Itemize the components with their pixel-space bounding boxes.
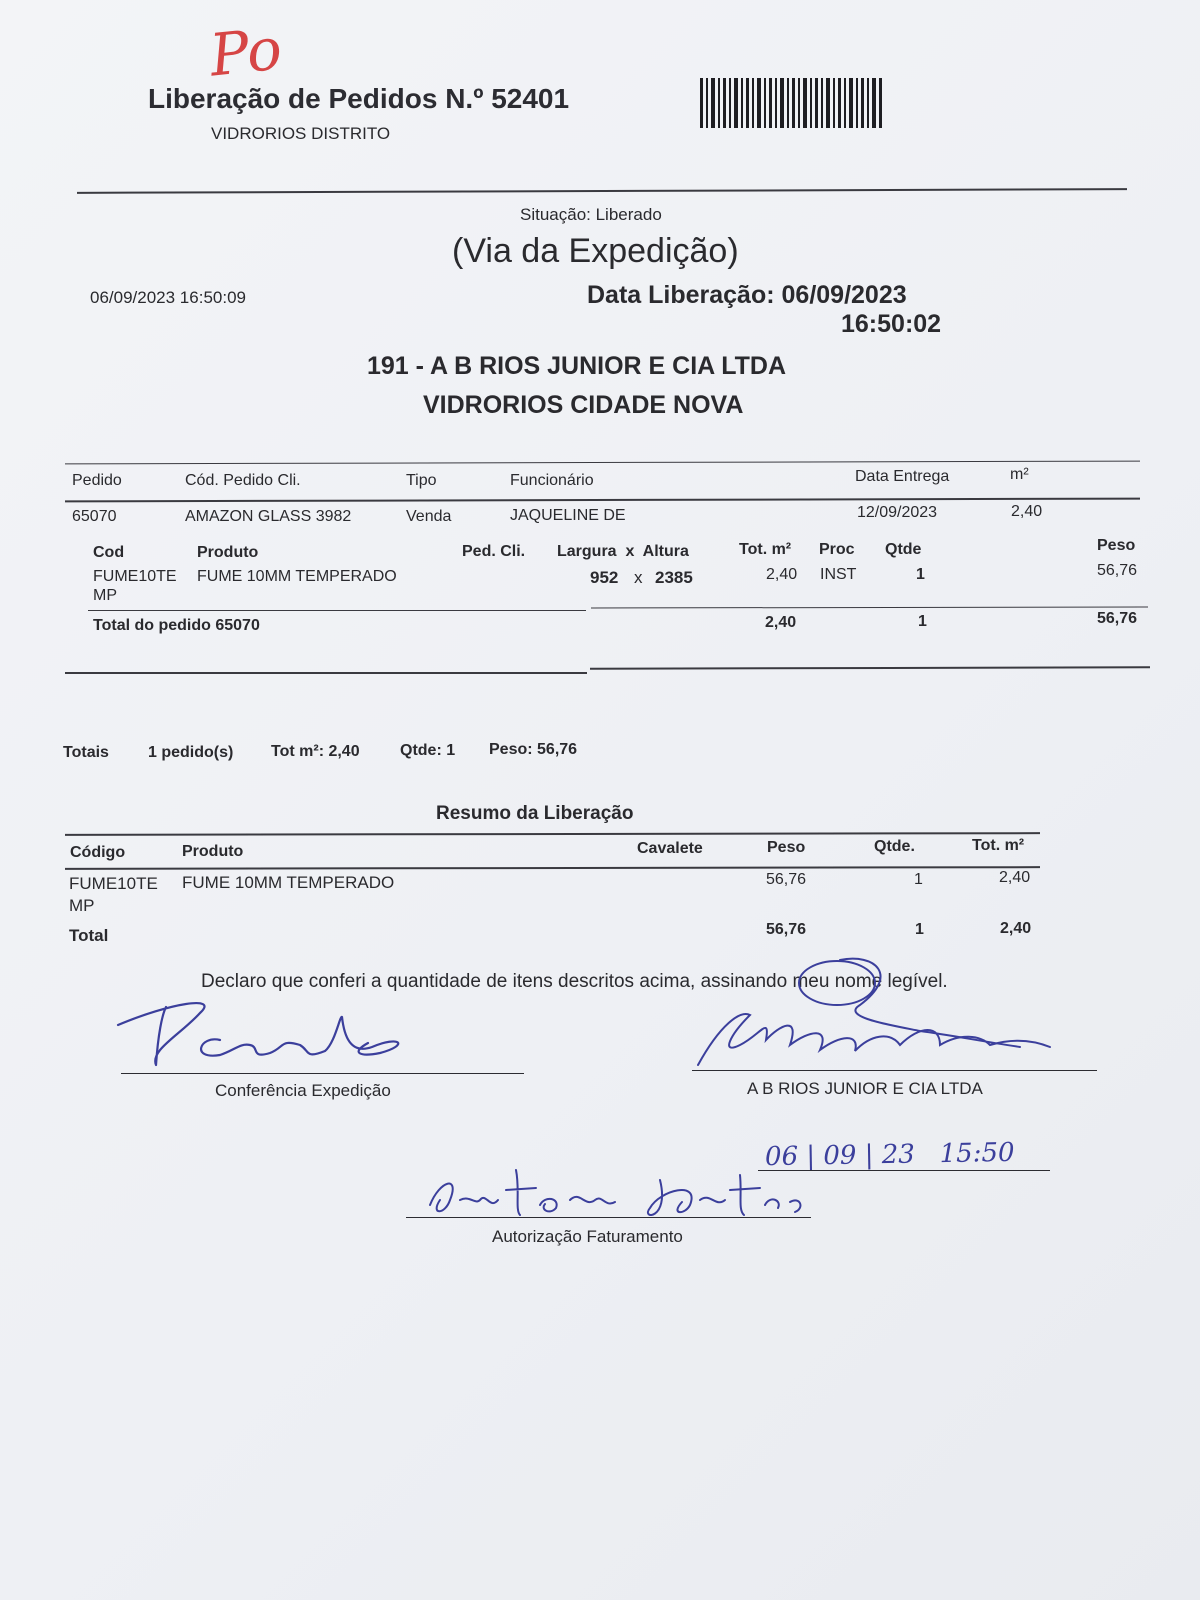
item-col-qtde: Qtde xyxy=(885,541,922,558)
order-client-code: AMAZON GLASS 3982 xyxy=(185,508,352,525)
signature-expedicao xyxy=(110,995,440,1085)
summary-total-m2: 2,40 xyxy=(1000,920,1032,937)
signature-label-client: A B RIOS JUNIOR E CIA LTDA xyxy=(747,1079,983,1098)
order-header-divider xyxy=(65,498,1140,503)
summary-total-label: Total xyxy=(69,926,109,945)
client-name: 191 - A B RIOS JUNIOR E CIA LTDA xyxy=(367,352,787,380)
col-cod-cli: Cód. Pedido Cli. xyxy=(185,472,301,489)
status-label: Situação: Liberado xyxy=(520,205,662,224)
item-tot-m2: 2,40 xyxy=(766,566,798,583)
item-col-ped-cli: Ped. Cli. xyxy=(462,543,526,560)
issuer-company: VIDRORIOS DISTRITO xyxy=(211,124,391,143)
order-total-m2: 2,40 xyxy=(765,614,797,631)
item-divider-right xyxy=(591,607,1148,609)
order-total-qty: 1 xyxy=(918,613,927,630)
copy-designation: (Via da Expedição) xyxy=(452,232,739,270)
summary-total-weight: 56,76 xyxy=(766,921,807,938)
item-col-largura-altura: Largura x Altura xyxy=(557,543,689,560)
summary-top-line xyxy=(65,832,1040,836)
signature-faturamento xyxy=(420,1160,820,1230)
order-number: 65070 xyxy=(72,508,117,525)
item-proc: INST xyxy=(820,566,857,583)
col-pedido: Pedido xyxy=(72,472,122,489)
declaration-text: Declaro que conferi a quantidade de itens descritos acima, assinando meu nome legível. xyxy=(201,971,948,992)
summary-col-peso: Peso xyxy=(767,839,806,856)
order-table-bottom-left xyxy=(65,672,587,674)
summary-code-line1: FUME10TE xyxy=(69,874,158,893)
header-divider xyxy=(77,188,1127,194)
document-title: Liberação de Pedidos N.º 52401 xyxy=(148,83,570,114)
order-table-bottom-right xyxy=(590,666,1150,669)
summary-qty: 1 xyxy=(914,871,923,888)
handwritten-mark: Po xyxy=(206,14,285,90)
summary-col-qtde: Qtde. xyxy=(874,838,915,855)
col-tipo: Tipo xyxy=(406,472,437,489)
item-col-cod: Cod xyxy=(93,544,125,561)
item-col-proc: Proc xyxy=(819,541,855,558)
summary-total-qty: 1 xyxy=(915,921,924,938)
signature-label-faturamento: Autorização Faturamento xyxy=(492,1227,683,1246)
item-code-line2: MP xyxy=(93,587,117,604)
col-data-entrega: Data Entrega xyxy=(855,468,950,485)
item-times-sign: x xyxy=(634,568,643,587)
signature-client xyxy=(690,955,1090,1075)
totals-orders: 1 pedido(s) xyxy=(148,744,234,761)
item-divider-left xyxy=(88,610,586,611)
summary-col-produto: Produto xyxy=(182,843,244,860)
signature-line-client xyxy=(692,1070,1097,1071)
summary-title: Resumo da Liberação xyxy=(436,803,634,824)
totals-qty: Qtde: 1 xyxy=(400,742,456,759)
item-height: 2385 xyxy=(655,568,693,587)
summary-product: FUME 10MM TEMPERADO xyxy=(182,873,395,892)
item-col-tot-m2: Tot. m² xyxy=(739,541,792,558)
release-time: 16:50:02 xyxy=(841,310,942,338)
barcode xyxy=(700,78,886,128)
summary-weight: 56,76 xyxy=(766,871,807,888)
order-employee: JAQUELINE DE xyxy=(510,507,626,524)
printed-timestamp: 06/09/2023 16:50:09 xyxy=(90,288,246,307)
item-col-produto: Produto xyxy=(197,544,259,561)
item-qty: 1 xyxy=(916,566,925,583)
summary-code-line2: MP xyxy=(69,896,95,915)
item-code-line1: FUME10TE xyxy=(93,568,177,585)
order-type: Venda xyxy=(406,508,452,525)
handwritten-date: 06 | 09 | 23 15:50 xyxy=(764,1137,1015,1173)
signature-label-expedicao: Conferência Expedição xyxy=(215,1081,391,1100)
signature-line-expedicao xyxy=(121,1073,524,1074)
col-m2: m² xyxy=(1010,466,1029,483)
totals-label: Totais xyxy=(63,744,109,761)
summary-m2: 2,40 xyxy=(999,869,1031,886)
summary-col-cavalete: Cavalete xyxy=(637,840,703,857)
release-date: Data Liberação: 06/09/2023 xyxy=(587,281,907,309)
item-width: 952 xyxy=(590,568,619,587)
signature-line-faturamento xyxy=(406,1217,811,1218)
summary-col-tot-m2: Tot. m² xyxy=(972,837,1025,854)
order-total-label: Total do pedido 65070 xyxy=(93,617,260,634)
item-product: FUME 10MM TEMPERADO xyxy=(197,568,397,585)
col-funcionario: Funcionário xyxy=(510,472,594,489)
item-col-peso: Peso xyxy=(1097,537,1136,554)
barcode-graphic xyxy=(700,78,886,128)
totals-m2: Tot m²: 2,40 xyxy=(271,743,360,760)
client-store: VIDRORIOS CIDADE NOVA xyxy=(423,391,744,419)
order-m2: 2,40 xyxy=(1011,503,1043,520)
item-weight: 56,76 xyxy=(1097,562,1138,579)
order-delivery-date: 12/09/2023 xyxy=(857,504,938,521)
summary-header-divider xyxy=(65,866,1040,870)
order-total-weight: 56,76 xyxy=(1097,610,1138,627)
summary-col-codigo: Código xyxy=(70,844,126,861)
totals-weight: Peso: 56,76 xyxy=(489,741,578,758)
order-table-top xyxy=(65,461,1140,465)
